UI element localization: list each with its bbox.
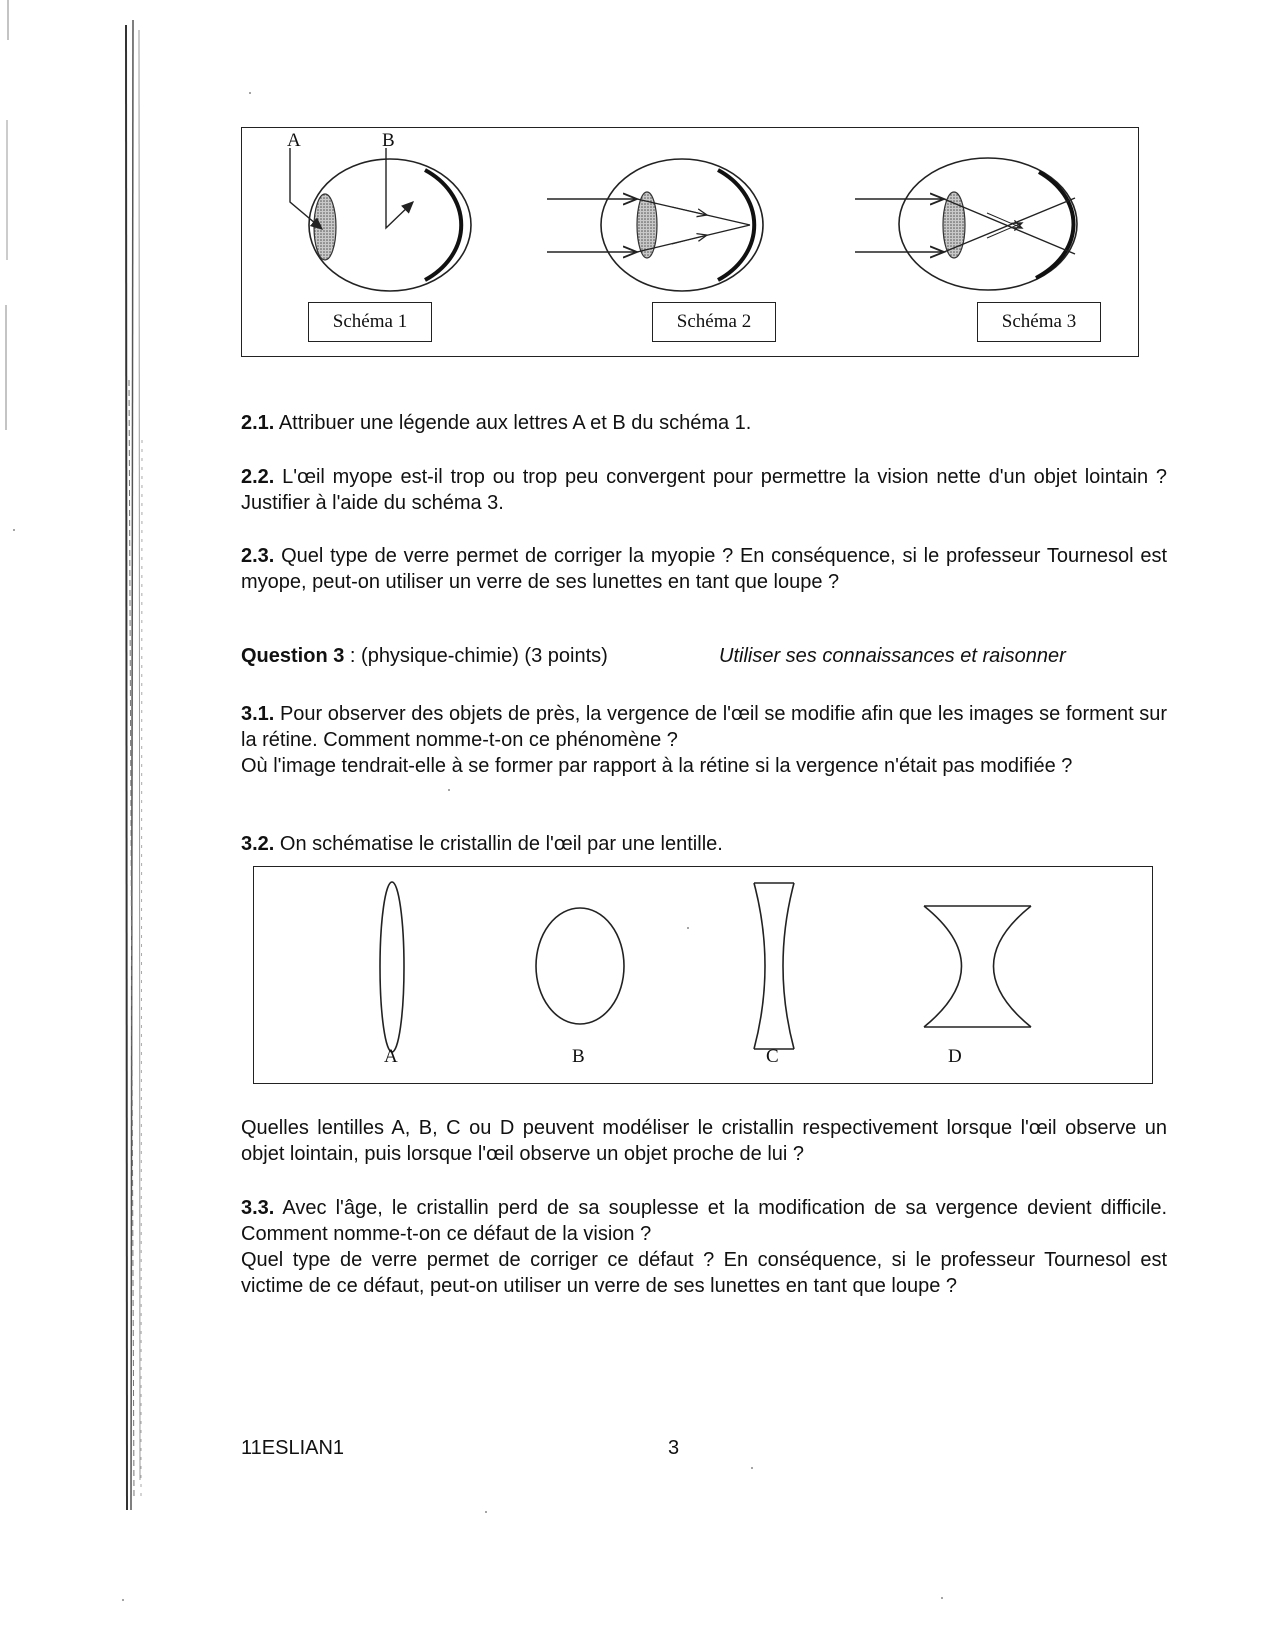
- schema-1-letter-a: A: [287, 130, 301, 151]
- question-2-3-text: Quel type de verre permet de corriger la myopie ? En conséquence, si le professeur Tournesol est myope, peut-on utiliser un verre de ses lunettes en tant que loupe ?: [241, 545, 1168, 593]
- question-3-2-number: 3.2.: [241, 833, 275, 855]
- lens-c-label: C: [766, 1046, 779, 1067]
- lenses-figure: [253, 866, 1153, 1084]
- question-2-1: [241, 410, 1167, 436]
- question-3-meta: : (physique-chimie) (3 points): [344, 645, 608, 667]
- question-3-1: [241, 701, 1167, 779]
- lens-d-shape: [924, 906, 1031, 1027]
- lens-b-shape: [536, 908, 624, 1024]
- question-2-2: [241, 464, 1167, 516]
- question-2-1-number: 2.1.: [241, 412, 275, 434]
- lens-d-label: D: [948, 1046, 962, 1067]
- question-3-3-text-b: Quel type de verre permet de corriger ce défaut ? En conséquence, si le professeur Tournesol est victime de ce défaut, peut-on utiliser un verre de ses lunettes en tant que loupe ?: [241, 1249, 1167, 1297]
- lens-a-shape: [380, 882, 404, 1052]
- question-3-3-text-a: Avec l'âge, le cristallin perd de sa souplesse et la modification de sa vergence devient difficile. Comment nomme-t-on ce défaut de la vision ?: [241, 1197, 1168, 1245]
- question-3-2-followup-text: Quelles lentilles A, B, C ou D peuvent modéliser le cristallin respectivement lorsque l'œil observe un objet lointain, puis lorsque l'œil observe un objet proche de lui ?: [241, 1117, 1167, 1165]
- question-3-1-number: 3.1.: [241, 703, 275, 725]
- schema-3-caption: Schéma 3: [977, 302, 1101, 342]
- question-3-heading: [241, 643, 1066, 669]
- lens-a-label: A: [384, 1046, 398, 1067]
- question-2-1-text: Attribuer une légende aux lettres A et B du schéma 1.: [278, 412, 752, 434]
- question-3-2-followup: [241, 1115, 1167, 1167]
- question-3-1-text-a: Pour observer des objets de près, la vergence de l'œil se modifie afin que les images se forment sur la rétine. Comment nomme-t-on ce phénomène ?: [241, 703, 1167, 751]
- question-3-3: [241, 1195, 1167, 1299]
- schema-1-caption: Schéma 1: [308, 302, 432, 342]
- question-3-2: [241, 831, 1167, 857]
- schema-2-caption: Schéma 2: [652, 302, 776, 342]
- schema-1-letter-b: B: [382, 130, 395, 151]
- lens-c-shape: [754, 883, 794, 1049]
- question-3-3-number: 3.3.: [241, 1197, 275, 1219]
- eye-schemas-figure: [241, 127, 1139, 357]
- question-3-skill: Utiliser ses connaissances et raisonner: [719, 645, 1066, 667]
- footer-page-number: 3: [668, 1437, 680, 1459]
- question-2-2-number: 2.2.: [241, 466, 275, 488]
- question-2-3-number: 2.3.: [241, 545, 275, 567]
- question-2-2-text: L'œil myope est-il trop ou trop peu convergent pour permettre la vision nette d'un objet lointain ? Justifier à l'aide du schéma 3.: [241, 466, 1168, 514]
- schema-1-eye: [290, 148, 471, 291]
- question-3-label: Question 3: [241, 645, 345, 667]
- footer-document-code: 11ESLIAN1: [241, 1437, 345, 1459]
- schema-3-eye: [855, 158, 1077, 290]
- question-3-2-text: On schématise le cristallin de l'œil par une lentille.: [279, 833, 723, 855]
- question-2-3: [241, 543, 1167, 595]
- schema-2-eye: [547, 159, 763, 291]
- question-3-1-text-b: Où l'image tendrait-elle à se former par rapport à la rétine si la vergence n'était pas modifiée ?: [241, 755, 1073, 777]
- lens-b-label: B: [572, 1046, 585, 1067]
